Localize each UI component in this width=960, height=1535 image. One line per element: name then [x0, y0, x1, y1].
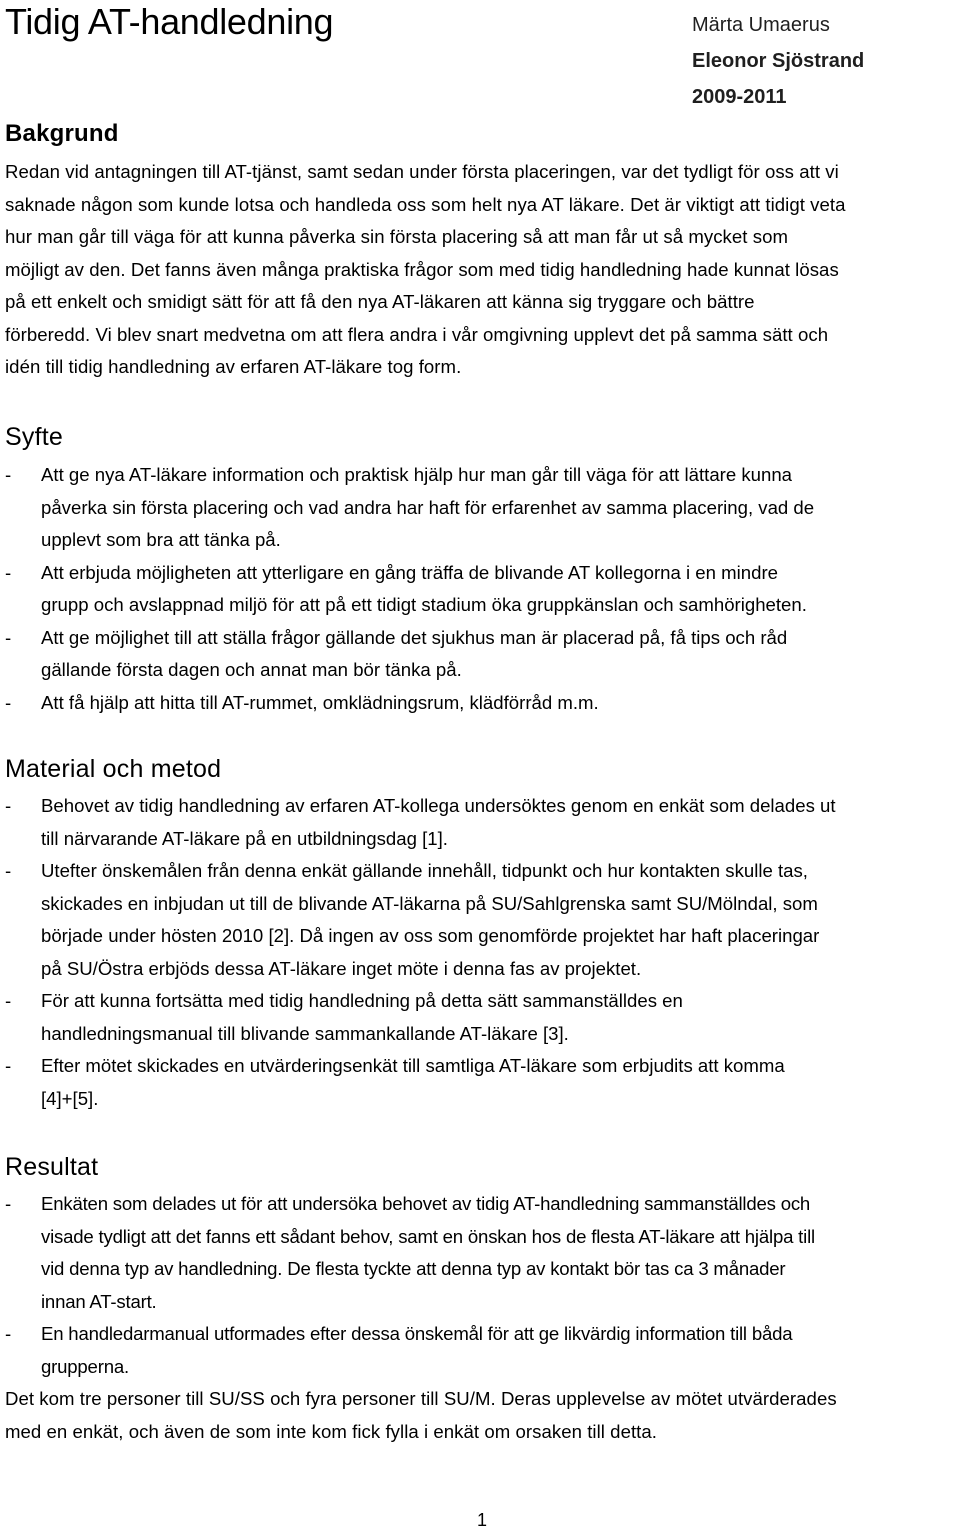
list-item: - Att erbjuda möjligheten att ytterligare en gång träffa de blivande AT kollegorna i en mindre grupp och avslappnad miljö för att på ett tidigt stadium öka gruppkänslan och samhörigheten. [5, 557, 960, 622]
list-item: - Behovet av tidig handledning av erfaren AT-kollega undersöktes genom en enkät som delades ut till närvarande AT-läkare på en utbildningsdag [1]. [5, 790, 960, 855]
list-item: - Att ge möjlighet till att ställa frågor gällande det sjukhus man är placerad på, få tips och råd gällande första dagen och annat man bör tänka på. [5, 622, 960, 687]
heading-metod: Material och metod [5, 755, 222, 783]
list-item: - Enkäten som delades ut för att undersöka behovet av tidig AT-handledning sammanställdes och visade tydligt att det fanns ett sådant behov, samt en önskan hos de flesta AT-läkare att hjälpa till vid denna typ av handledning. De flesta tyckte att denna typ av kontakt bör tas ca 3 månader innan AT-start. [5, 1188, 960, 1318]
paragraph-bakgrund: Redan vid antagningen till AT-tjänst, samt sedan under första placeringen, var det tydligt för oss att vi saknade någon som kunde lotsa och handleda oss som helt nya AT läkare. Det är viktigt att tidigt veta hur man går till väga för att kunna påverka sin första placering så att man får ut så mycket som möjligt av den. Det fanns även många praktiska frågor som med tidig handledning hade kunnat lösas på ett enkelt och smidigt sätt för att få den nya AT-läkaren att känna sig tryggare och bättre förberedd. Vi blev snart medvetna om att flera andra i vår omgivning upplevt det på samma sätt och idén till tidig handledning av erfaren AT-läkare tog form. [5, 161, 846, 377]
list-item: - Att ge nya AT-läkare information och praktisk hjälp hur man går till väga för att lättare kunna påverka sin första placering och vad andra har haft för erfarenhet av samma placering, vad de upplevt som bra att tänka på. [5, 459, 960, 557]
document-title: Tidig AT-handledning [5, 1, 334, 42]
paragraph-resultat: Det kom tre personer till SU/SS och fyra personer till SU/M. Deras upplevelse av mötet utvärderades med en enkät, och även de som inte kom fick fylla i enkät om orsaken till detta. [5, 1388, 837, 1442]
author-2: Eleonor Sjöstrand [692, 50, 865, 72]
list-item: - Utefter önskemålen från denna enkät gällande innehåll, tidpunkt och hur kontakten skulle tas, skickades en inbjudan ut till de blivande AT-läkarna på SU/Sahlgrenska samt SU/Mölndal, som började under hösten 2010 [2]. Då ingen av oss som genomförde projektet har haft placeringar på SU/Östra erbjöds dessa AT-läkare inget möte i denna fas av projektet. [5, 855, 960, 985]
list-item: - För att kunna fortsätta med tidig handledning på detta sätt sammanställdes en handledningsmanual till blivande sammankallande AT-läkare [3]. [5, 985, 960, 1050]
list-item: - Att få hjälp att hitta till AT-rummet, omklädningsrum, klädförråd m.m. [5, 687, 960, 720]
list-resultat [5, 1188, 960, 1383]
author-block [692, 10, 952, 112]
list-item: - En handledarmanual utformades efter dessa önskemål för att ge likvärdig information till båda grupperna. [5, 1318, 960, 1383]
list-metod [5, 790, 960, 1115]
page-number: 1 [476, 1510, 487, 1530]
list-item: - Efter mötet skickades en utvärderingsenkät till samtliga AT-läkare som erbjudits att komma [4]+[5]. [5, 1050, 960, 1115]
author-1: Märta Umaerus [692, 14, 830, 36]
heading-resultat: Resultat [5, 1153, 99, 1181]
heading-syfte: Syfte [5, 423, 63, 451]
date-range: 2009-2011 [692, 86, 787, 108]
list-syfte [5, 459, 960, 719]
heading-bakgrund: Bakgrund [5, 120, 119, 147]
